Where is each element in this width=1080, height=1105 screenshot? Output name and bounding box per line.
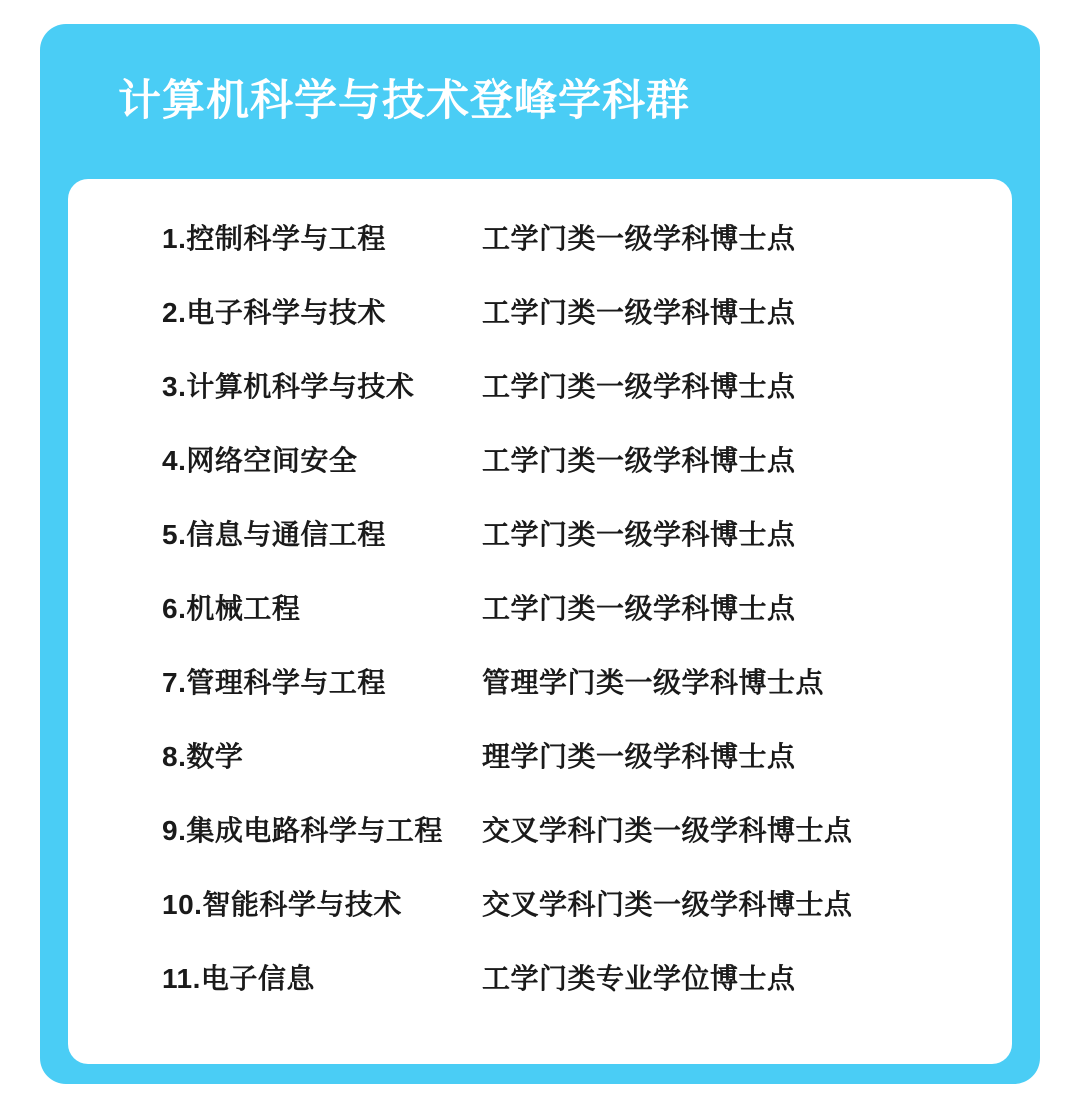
discipline-type: 工学门类一级学科博士点 [482, 593, 796, 624]
discipline-name: 3.计算机科学与技术 [162, 371, 415, 402]
discipline-type: 工学门类一级学科博士点 [482, 519, 796, 550]
discipline-type: 工学门类一级学科博士点 [482, 371, 796, 402]
page-title: 计算机科学与技术登峰学科群 [118, 76, 690, 125]
list-item [68, 365, 1012, 439]
discipline-name: 1.控制科学与工程 [162, 223, 386, 254]
list-item [68, 217, 1012, 291]
list-item [68, 957, 1012, 1031]
discipline-name: 8.数学 [162, 741, 244, 772]
discipline-name: 5.信息与通信工程 [162, 519, 386, 550]
list-item [68, 661, 1012, 735]
discipline-type: 工学门类一级学科博士点 [482, 297, 796, 328]
discipline-name: 9.集成电路科学与工程 [162, 815, 443, 846]
discipline-type: 理学门类一级学科博士点 [482, 741, 796, 772]
discipline-type: 管理学门类一级学科博士点 [482, 667, 825, 698]
discipline-list [68, 179, 1012, 1064]
discipline-name: 4.网络空间安全 [162, 445, 358, 476]
discipline-type: 交叉学科门类一级学科博士点 [482, 889, 853, 920]
discipline-type: 工学门类一级学科博士点 [482, 223, 796, 254]
discipline-name: 6.机械工程 [162, 593, 301, 624]
list-item [68, 809, 1012, 883]
discipline-type: 工学门类专业学位博士点 [482, 963, 796, 994]
discipline-name: 2.电子科学与技术 [162, 297, 386, 328]
card-header [40, 24, 1040, 179]
discipline-group-card [40, 24, 1040, 1084]
discipline-type: 交叉学科门类一级学科博士点 [482, 815, 853, 846]
discipline-name: 11.电子信息 [162, 963, 315, 994]
list-item [68, 883, 1012, 957]
list-item [68, 513, 1012, 587]
list-item [68, 439, 1012, 513]
discipline-type: 工学门类一级学科博士点 [482, 445, 796, 476]
discipline-name: 7.管理科学与工程 [162, 667, 386, 698]
discipline-name: 10.智能科学与技术 [162, 889, 402, 920]
list-item [68, 735, 1012, 809]
list-item [68, 587, 1012, 661]
list-item [68, 291, 1012, 365]
